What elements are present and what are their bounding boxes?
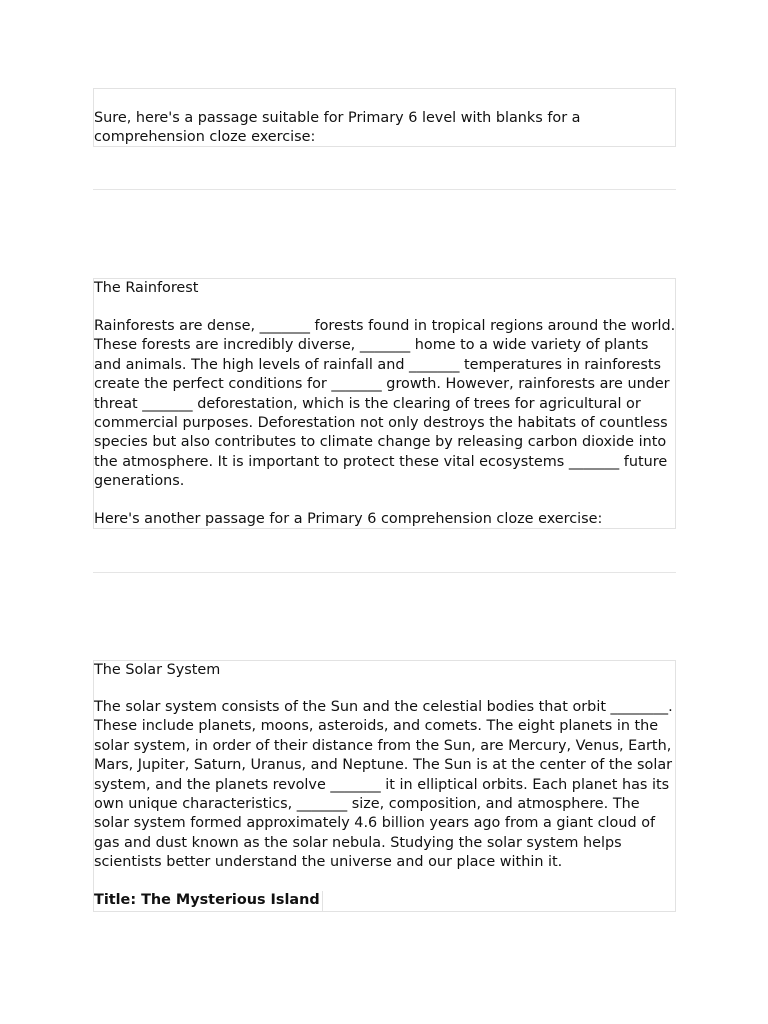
intro-block: [93, 88, 676, 147]
section-divider: [93, 572, 676, 573]
solar-passage-block: [93, 660, 676, 912]
passage-body: Rainforests are dense, _______ forests found in tropical regions around the world. These forests are incredibly diverse, _______ home to a wide variety of plants and animals. The high levels of rainfall and _______ temperatures in rainforests create the perfect conditions for _______ growth. However, rainforests are under threat _______ deforestation, which is the clearing of trees for agricultural or commercial purposes. Deforestation not only destroys the habitats of countless species but also contributes to climate change by releasing carbon dioxide into the atmosphere. It is important to protect these vital ecosystems _______ future generations.: [94, 318, 676, 490]
passage-title: The Rainforest: [94, 280, 199, 296]
passage-title: The Solar System: [94, 662, 221, 678]
next-passage-title: Title: The Mysterious Island: [94, 891, 323, 912]
passage-body: The solar system consists of the Sun and the celestial bodies that orbit ________. These include planets, moons, asteroids, and comets. The eight planets in the solar system, in order of their distance from the Sun, are Mercury, Venus, Earth, Mars, Jupiter, Saturn, Uranus, and Neptune. The Sun is at the center of the solar system, and the planets revolve _______ it in elliptical orbits. Each planet has its own unique characteristics, _______ size, composition, and atmosphere. The solar system formed approximately 4.6 billion years ago from a giant cloud of gas and dust known as the solar nebula. Studying the solar system helps scientists better understand the universe and our place within it.: [94, 699, 673, 871]
followup-text: Here's another passage for a Primary 6 comprehension cloze exercise:: [94, 511, 603, 527]
rainforest-passage-block: [93, 278, 676, 529]
intro-text: Sure, here's a passage suitable for Primary 6 level with blanks for a comprehension cloze exercise:: [94, 110, 581, 146]
section-divider: [93, 189, 676, 190]
